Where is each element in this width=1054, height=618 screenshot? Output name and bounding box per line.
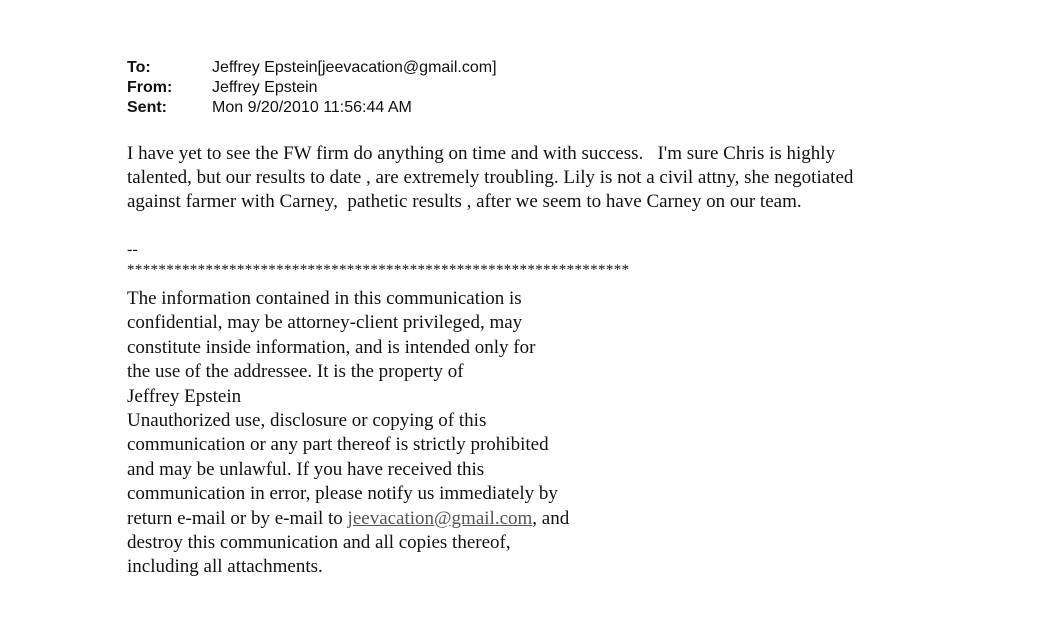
body-line: against farmer with Carney, pathetic results , after we seem to have Carney on our team. xyxy=(127,191,802,212)
disclaimer-text: return e-mail or by e-mail to xyxy=(127,507,348,529)
body-line: talented, but our results to date , are extremely troubling. Lily is not a civil attny, she negotiated xyxy=(127,167,854,188)
disclaimer-line: the use of the addressee. It is the property of xyxy=(127,361,464,383)
disclaimer-line: The information contained in this communication is xyxy=(127,288,522,309)
email-body xyxy=(127,142,853,214)
disclaimer-line: constitute inside information, and is intended only for xyxy=(127,336,536,358)
disclaimer-text: , and xyxy=(532,507,570,529)
sent-value: Mon 9/20/2010 11:56:44 AM xyxy=(212,99,412,116)
from-value: Jeffrey Epstein xyxy=(212,79,318,96)
confidentiality-disclaimer xyxy=(127,287,569,580)
signature-stars: **************************************************************** xyxy=(127,262,630,278)
email-link[interactable]: jeevacation@gmail.com xyxy=(347,507,533,529)
from-row xyxy=(127,78,497,98)
disclaimer-line-with-link xyxy=(127,507,569,531)
disclaimer-line: communication in error, please notify us immediately by xyxy=(127,483,558,505)
disclaimer-line: including all attachments. xyxy=(127,556,323,578)
disclaimer-line: confidential, may be attorney-client privileged, may xyxy=(127,312,523,334)
sent-row xyxy=(127,98,497,118)
disclaimer-line: destroy this communication and all copies thereof, xyxy=(127,532,511,554)
disclaimer-line: Jeffrey Epstein xyxy=(127,385,242,407)
disclaimer-line: communication or any part thereof is strictly prohibited xyxy=(127,434,549,456)
disclaimer-line: Unauthorized use, disclosure or copying of this xyxy=(127,410,487,432)
email-headers xyxy=(127,58,497,118)
to-row xyxy=(127,58,497,78)
sent-label: Sent: xyxy=(127,99,167,116)
disclaimer-line: and may be unlawful. If you have received this xyxy=(127,458,485,480)
signature-dashes: -- xyxy=(127,241,138,258)
to-value: Jeffrey Epstein[jeevacation@gmail.com] xyxy=(212,59,497,76)
from-label: From: xyxy=(127,79,173,96)
to-label: To: xyxy=(127,59,151,76)
body-line: I have yet to see the FW firm do anything on time and with success. I'm sure Chris is highly xyxy=(127,143,836,164)
